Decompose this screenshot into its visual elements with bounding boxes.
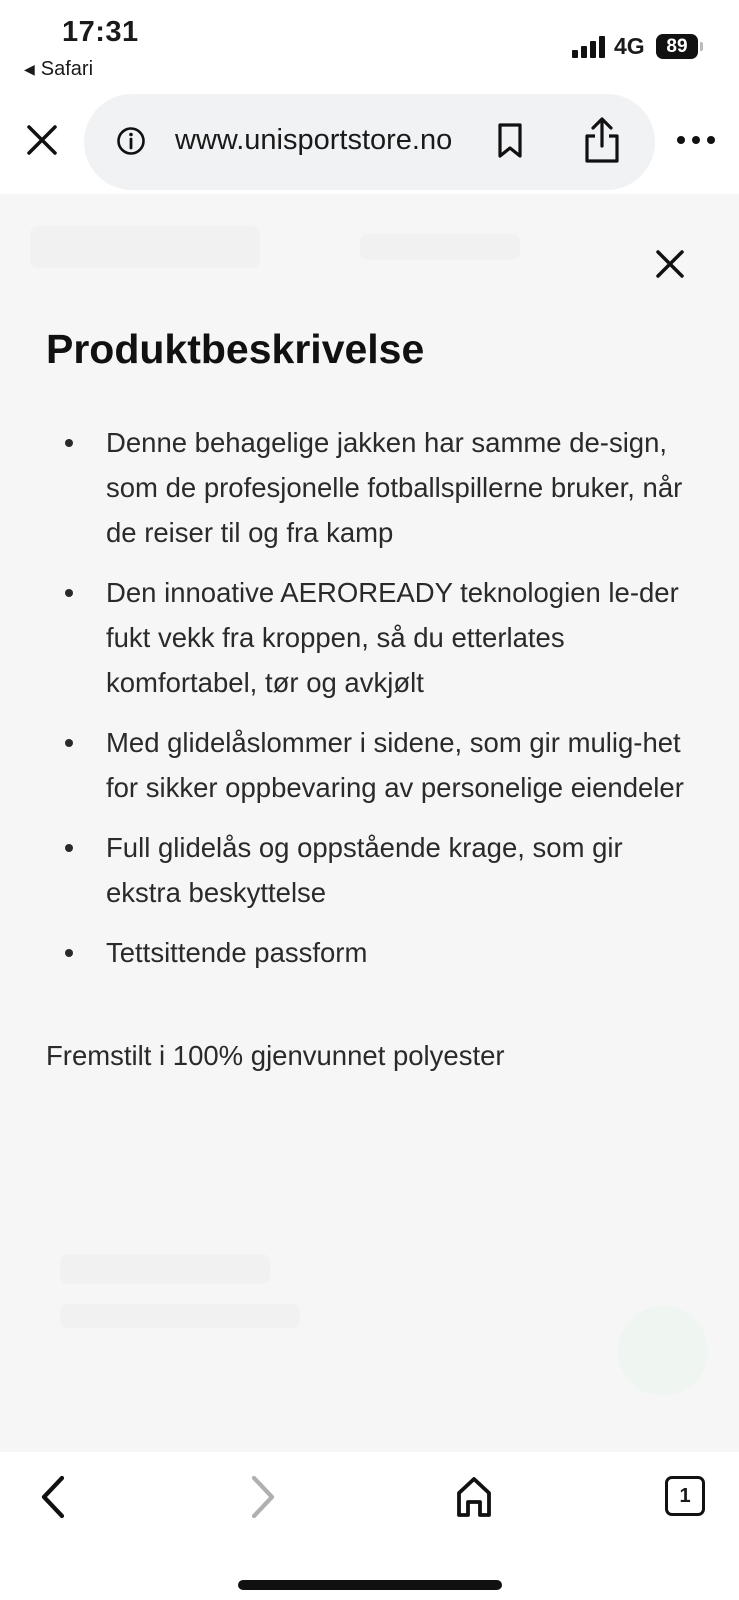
browser-toolbar	[0, 92, 739, 194]
background-blur	[618, 1306, 708, 1396]
status-time: 17:31	[62, 16, 139, 48]
bookmark-icon[interactable]	[494, 122, 526, 160]
status-bar	[0, 0, 739, 92]
close-icon	[26, 124, 58, 156]
product-description-modal	[0, 194, 739, 1452]
back-app-label: Safari	[40, 58, 94, 80]
feature-text: Tettsittende passform	[106, 937, 368, 968]
tabs-button[interactable]	[665, 1476, 705, 1516]
modal-title: Produktbeskrivelse	[46, 326, 425, 372]
list-item	[46, 825, 696, 915]
back-icon[interactable]	[36, 1474, 70, 1520]
home-indicator	[238, 1580, 502, 1590]
background-blur	[360, 234, 520, 260]
bullet-icon	[65, 949, 73, 957]
material-note: Fremstilt i 100% gjenvunnet polyester	[46, 1040, 505, 1071]
feature-list	[46, 420, 696, 990]
share-icon[interactable]	[582, 116, 622, 164]
browser-bottom-nav	[0, 1452, 739, 1600]
list-item	[46, 420, 696, 555]
bullet-icon	[65, 739, 73, 747]
battery-tip	[700, 42, 703, 51]
url-text[interactable]: www.unisportstore.no	[175, 124, 453, 156]
feature-text: Denne behagelige jakken har samme de-sign, som de profesjonelle fotballspillerne bruker, når de reiser til og fra kamp	[106, 427, 683, 548]
close-browser-button[interactable]	[22, 120, 62, 160]
battery-level: 89	[656, 34, 698, 59]
feature-text: Med glidelåslommer i sidene, som gir mulig-het for sikker oppbevaring av personelige eiendeler	[106, 727, 684, 803]
background-blur	[60, 1304, 300, 1328]
network-type: 4G	[614, 33, 645, 59]
info-icon[interactable]	[116, 126, 146, 156]
cellular-signal-icon	[572, 36, 605, 58]
bullet-icon	[65, 439, 73, 447]
feature-text: Den innoative AEROREADY teknologien le-der fukt vekk fra kroppen, så du etterlates komfortabel, tør og avkjølt	[106, 577, 679, 698]
background-blur	[30, 226, 260, 268]
feature-text: Full glidelås og oppstående krage, som gir ekstra beskyttelse	[106, 832, 623, 908]
list-item	[46, 720, 696, 810]
bullet-icon	[65, 589, 73, 597]
tab-count: 1	[679, 1484, 691, 1507]
list-item	[46, 930, 696, 975]
background-blur	[60, 1254, 270, 1284]
bullet-icon	[65, 844, 73, 852]
list-item	[46, 570, 696, 705]
more-icon[interactable]	[676, 134, 716, 146]
address-bar[interactable]	[84, 94, 655, 190]
home-icon[interactable]	[454, 1474, 494, 1520]
forward-icon[interactable]	[246, 1474, 280, 1520]
back-triangle-icon: ◀	[24, 61, 35, 77]
close-icon[interactable]	[650, 244, 690, 284]
back-to-app-link[interactable]	[24, 58, 93, 81]
